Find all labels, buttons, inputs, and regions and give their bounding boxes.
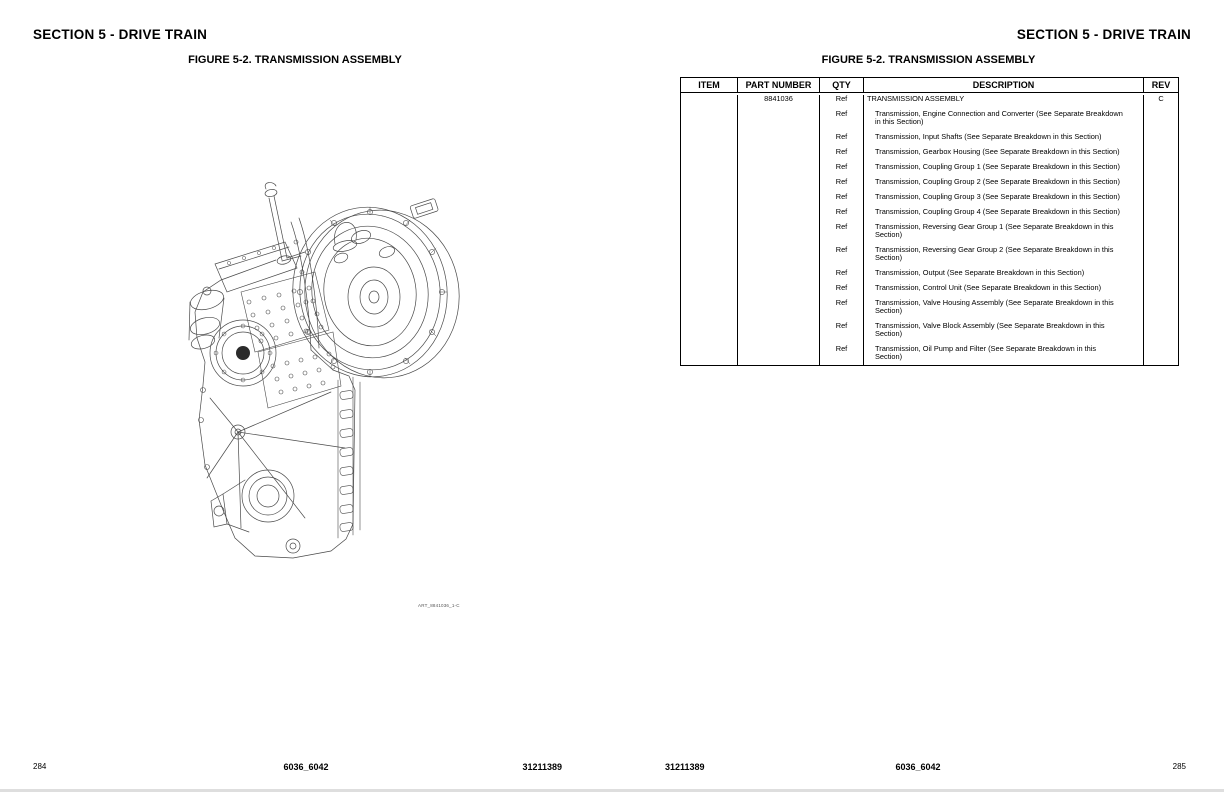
- cell-qty: Ref: [820, 223, 864, 246]
- cell-part-number: [738, 299, 820, 322]
- cell-part-number: [738, 345, 820, 365]
- cell-description: Transmission, Reversing Gear Group 1 (See Separate Breakdown in this Section): [864, 223, 1144, 246]
- cell-description: Transmission, Valve Housing Assembly (See Separate Breakdown in this Section): [864, 299, 1144, 322]
- cell-qty: Ref: [820, 246, 864, 269]
- table-row: [681, 284, 1178, 299]
- right-page: [612, 0, 1224, 792]
- cell-description: Transmission, Coupling Group 4 (See Separate Breakdown in this Section): [864, 208, 1144, 223]
- dipstick-icon: [264, 183, 305, 266]
- drain-plug-icon: [286, 539, 300, 553]
- cell-item: [681, 322, 738, 345]
- cell-qty: Ref: [820, 193, 864, 208]
- cell-description: TRANSMISSION ASSEMBLY: [864, 95, 1144, 110]
- cell-part-number: [738, 269, 820, 284]
- cell-item: [681, 193, 738, 208]
- cell-part-number: [738, 284, 820, 299]
- cell-description: Transmission, Gearbox Housing (See Separate Breakdown in this Section): [864, 148, 1144, 163]
- cell-description: Transmission, Control Unit (See Separate Breakdown in this Section): [864, 284, 1144, 299]
- table-row: [681, 193, 1178, 208]
- cell-part-number: [738, 223, 820, 246]
- cell-part-number: 8841036: [738, 95, 820, 110]
- cell-rev: [1144, 193, 1178, 208]
- cell-qty: Ref: [820, 178, 864, 193]
- cell-rev: [1144, 284, 1178, 299]
- column-header-description: DESCRIPTION: [864, 78, 1144, 92]
- column-header-item: ITEM: [681, 78, 738, 92]
- cell-qty: Ref: [820, 148, 864, 163]
- cell-part-number: [738, 322, 820, 345]
- cell-item: [681, 110, 738, 133]
- parts-table: [680, 77, 1179, 366]
- cell-qty: Ref: [820, 269, 864, 284]
- cell-description: Transmission, Oil Pump and Filter (See Separate Breakdown in this Section): [864, 345, 1144, 365]
- bolt-strip-icon: [338, 377, 360, 538]
- table-row: [681, 322, 1178, 345]
- column-header-qty: QTY: [820, 78, 864, 92]
- cell-item: [681, 284, 738, 299]
- cell-item: [681, 95, 738, 110]
- cell-qty: Ref: [820, 95, 864, 110]
- doc-code: 6036_6042: [895, 762, 941, 772]
- cell-qty: Ref: [820, 284, 864, 299]
- cell-item: [681, 345, 738, 365]
- section-header: SECTION 5 - DRIVE TRAIN: [33, 27, 208, 42]
- cell-rev: [1144, 208, 1178, 223]
- cell-part-number: [738, 208, 820, 223]
- cell-item: [681, 299, 738, 322]
- cell-description: Transmission, Coupling Group 1 (See Separate Breakdown in this Section): [864, 163, 1144, 178]
- cell-description: Transmission, Engine Connection and Converter (See Separate Breakdown in this Section): [864, 110, 1144, 133]
- cell-part-number: [738, 133, 820, 148]
- cell-qty: Ref: [820, 322, 864, 345]
- cell-rev: [1144, 345, 1178, 365]
- cell-rev: [1144, 163, 1178, 178]
- bell-housing-icon: [281, 196, 472, 389]
- cell-part-number: [738, 163, 820, 178]
- drawing-caption: ART_8841036_1-C: [418, 603, 460, 608]
- page-number: 285: [1172, 762, 1186, 771]
- cell-rev: C: [1158, 94, 1164, 103]
- section-header: SECTION 5 - DRIVE TRAIN: [1016, 27, 1191, 42]
- table-row: [681, 163, 1178, 178]
- cell-part-number: [738, 193, 820, 208]
- table-row: [681, 223, 1178, 246]
- table-row: [681, 246, 1178, 269]
- right-page-footer: [612, 762, 1224, 774]
- cell-item: [681, 163, 738, 178]
- table-row: [681, 95, 1178, 110]
- cell-item: [681, 133, 738, 148]
- cell-qty: Ref: [820, 208, 864, 223]
- cell-qty: Ref: [820, 163, 864, 178]
- table-row: [681, 148, 1178, 163]
- cell-qty: Ref: [820, 133, 864, 148]
- cell-item: [681, 208, 738, 223]
- valve-block-icon: [241, 272, 341, 408]
- table-row: [681, 133, 1178, 148]
- figure-title: FIGURE 5-2. TRANSMISSION ASSEMBLY: [821, 54, 1036, 66]
- parts-table-header: [681, 78, 1178, 93]
- cell-rev: [1144, 148, 1178, 163]
- cell-rev: [1144, 269, 1178, 284]
- cell-description: Transmission, Output (See Separate Breakdown in this Section): [864, 269, 1144, 284]
- cell-description: Transmission, Coupling Group 2 (See Separate Breakdown in this Section): [864, 178, 1144, 193]
- cell-rev: [1144, 133, 1178, 148]
- table-row: [681, 345, 1178, 365]
- cell-rev: [1144, 178, 1178, 193]
- doc-code: 6036_6042: [283, 762, 329, 772]
- cell-item: [681, 223, 738, 246]
- cell-description: Transmission, Reversing Gear Group 2 (See Separate Breakdown in this Section): [864, 246, 1144, 269]
- cell-description: Transmission, Input Shafts (See Separate Breakdown in this Section): [864, 133, 1144, 148]
- cell-qty: Ref: [820, 345, 864, 365]
- cell-rev: [1144, 322, 1178, 345]
- cell-description: Transmission, Valve Block Assembly (See Separate Breakdown in this Section): [864, 322, 1144, 345]
- cell-item: [681, 269, 738, 284]
- cell-part-number: [738, 246, 820, 269]
- cell-description: Transmission, Coupling Group 3 (See Separate Breakdown in this Section): [864, 193, 1144, 208]
- cell-part-number: [738, 110, 820, 133]
- table-row: [681, 208, 1178, 223]
- page-number: 284: [33, 762, 47, 771]
- cell-qty: Ref: [820, 110, 864, 133]
- table-row: [681, 269, 1178, 284]
- left-page-footer: [0, 762, 612, 774]
- table-row: [681, 178, 1178, 193]
- manual-number: 31211389: [665, 762, 705, 772]
- parts-table-body: [681, 93, 1178, 365]
- column-header-rev: REV: [1151, 80, 1171, 90]
- cell-part-number: [738, 178, 820, 193]
- table-row: [681, 299, 1178, 322]
- output-yoke-icon: [211, 470, 294, 532]
- figure-title: FIGURE 5-2. TRANSMISSION ASSEMBLY: [188, 54, 402, 66]
- cell-rev: [1144, 299, 1178, 322]
- manual-number: 31211389: [522, 762, 562, 772]
- filter-canister-icon: [188, 287, 226, 351]
- cell-rev: [1144, 110, 1178, 133]
- cell-item: [681, 246, 738, 269]
- cell-rev: [1144, 223, 1178, 246]
- table-row: [681, 110, 1178, 133]
- rib-spokes-icon: [207, 392, 345, 528]
- column-header-part-number: PART NUMBER: [738, 78, 820, 92]
- cell-item: [681, 178, 738, 193]
- cell-part-number: [738, 148, 820, 163]
- transmission-line-drawing: [183, 180, 463, 565]
- cell-qty: Ref: [820, 299, 864, 322]
- lifting-shackle-icon: [332, 222, 358, 253]
- cell-item: [681, 148, 738, 163]
- cell-rev: [1144, 246, 1178, 269]
